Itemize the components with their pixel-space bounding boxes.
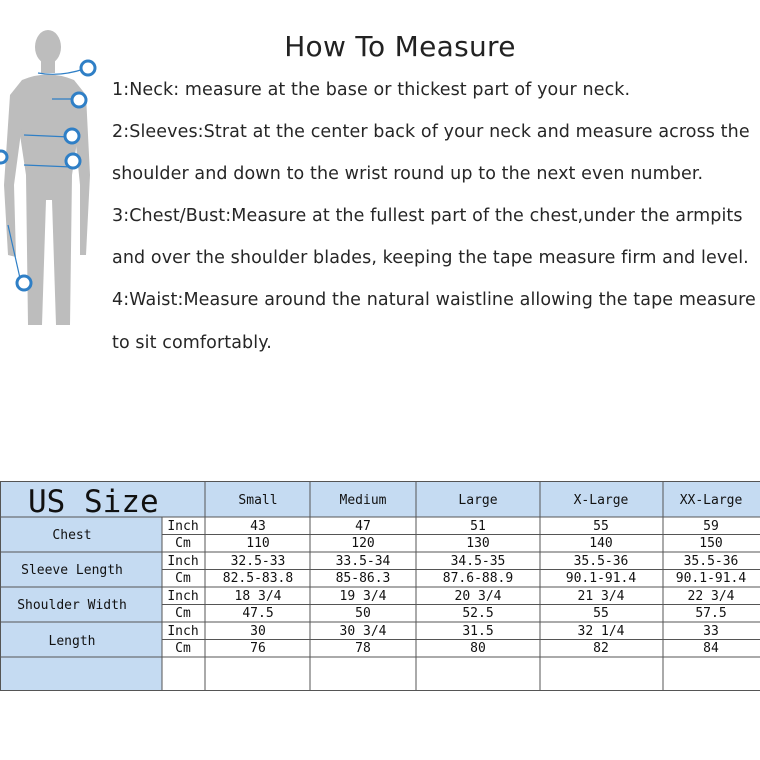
unit-label: Inch: [167, 554, 199, 569]
table-cell: 55: [593, 606, 609, 621]
table-cell: 120: [351, 536, 375, 551]
table-cell: 57.5: [695, 606, 727, 621]
size-chart-table: [0, 481, 760, 691]
table-cell: 18 3/4: [234, 589, 282, 604]
table-cell: 43: [250, 519, 266, 534]
column-header-small: Small: [238, 493, 278, 508]
table-cell: 35.5-36: [683, 554, 739, 569]
table-cell: 50: [355, 606, 371, 621]
table-cell: 80: [470, 641, 486, 656]
table-cell: 47: [355, 519, 371, 534]
column-header-medium: Medium: [339, 493, 387, 508]
table-cell: 19 3/4: [339, 589, 387, 604]
table-cell: 52.5: [462, 606, 494, 621]
table-cell: 20 3/4: [454, 589, 502, 604]
table-cell: 47.5: [242, 606, 274, 621]
unit-label: Cm: [175, 606, 191, 621]
instruction-neck: 1:Neck: measure at the base or thickest part of your neck.: [112, 80, 631, 100]
table-cell: 33: [703, 624, 719, 639]
marker-length-icon: [17, 276, 31, 290]
table-cell: 59: [703, 519, 719, 534]
table-cell: 30 3/4: [339, 624, 387, 639]
instruction-chest: 3:Chest/Bust:Measure at the fullest part of the chest,under the armpits: [112, 206, 743, 226]
table-cell: 90.1-91.4: [565, 571, 637, 586]
instruction-waist: 4:Waist:Measure around the natural waistline allowing the tape measure: [112, 290, 756, 310]
row-label-sleeve-length: Sleeve Length: [21, 563, 123, 578]
table-cell: 32.5-33: [230, 554, 286, 569]
table-cell: 32 1/4: [577, 624, 625, 639]
row-label-chest: Chest: [52, 528, 92, 543]
marker-sleeve-icon: [72, 93, 86, 107]
table-cell: 150: [699, 536, 723, 551]
table-cell: 33.5-34: [335, 554, 391, 569]
unit-label: Inch: [167, 624, 199, 639]
body-figure-diagram: [0, 25, 110, 330]
table-cell: 85-86.3: [335, 571, 391, 586]
column-header-xx-large: XX-Large: [679, 493, 743, 508]
instruction-sleeves: 2:Sleeves:Strat at the center back of your neck and measure across the: [112, 122, 750, 142]
table-cell: 30: [250, 624, 266, 639]
unit-label: Cm: [175, 571, 191, 586]
marker-chest-icon: [65, 129, 79, 143]
column-header-large: Large: [458, 493, 498, 508]
instruction-waist-cont: to sit comfortably.: [112, 333, 272, 353]
table-cell: 140: [589, 536, 613, 551]
instruction-sleeves-cont: shoulder and down to the wrist round up to the next even number.: [112, 164, 704, 184]
marker-waist-icon: [66, 154, 80, 168]
table-cell: 130: [466, 536, 490, 551]
unit-label: Cm: [175, 536, 191, 551]
marker-neck-icon: [81, 61, 95, 75]
row-label-shoulder-width: Shoulder Width: [17, 598, 127, 613]
table-cell: 90.1-91.4: [675, 571, 747, 586]
table-cell: 82: [593, 641, 609, 656]
unit-label: Inch: [167, 519, 199, 534]
table-cell: 34.5-35: [450, 554, 506, 569]
column-header-x-large: X-Large: [573, 493, 629, 508]
instruction-chest-cont: and over the shoulder blades, keeping the tape measure firm and level.: [112, 248, 749, 268]
table-cell: 31.5: [462, 624, 494, 639]
unit-label: Cm: [175, 641, 191, 656]
unit-label: Inch: [167, 589, 199, 604]
table-cell: 82.5-83.8: [222, 571, 294, 586]
table-cell: 78: [355, 641, 371, 656]
table-cell: 51: [470, 519, 486, 534]
table-cell: 21 3/4: [577, 589, 625, 604]
table-cell: 22 3/4: [687, 589, 735, 604]
row-label-length: Length: [48, 634, 96, 649]
page-title: How To Measure: [284, 30, 516, 63]
table-cell: 84: [703, 641, 719, 656]
table-cell: 87.6-88.9: [442, 571, 514, 586]
table-cell: 55: [593, 519, 609, 534]
marker-side-icon: [0, 151, 7, 163]
table-cell: 35.5-36: [573, 554, 629, 569]
us-size-heading: US Size: [28, 484, 159, 520]
table-cell: 76: [250, 641, 266, 656]
table-cell: 110: [246, 536, 270, 551]
